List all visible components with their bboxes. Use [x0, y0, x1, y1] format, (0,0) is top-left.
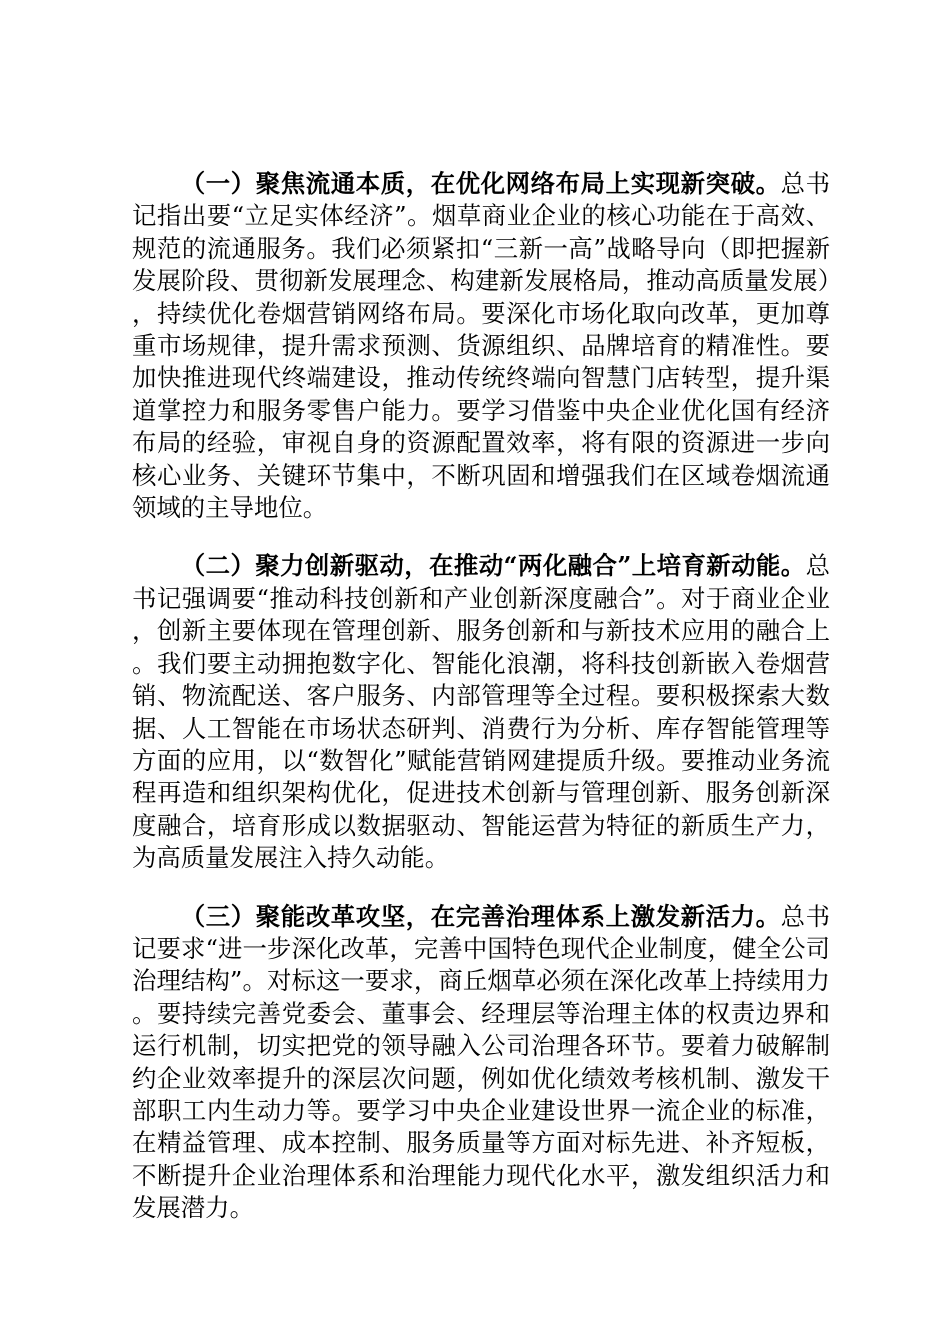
- paragraph-2: [132, 550, 830, 874]
- paragraph-3: [132, 901, 830, 1225]
- paragraph-1: [132, 168, 830, 524]
- paragraph-3-heading: （三）聚能改革攻坚，在完善治理体系上激发新活力。: [180, 901, 781, 931]
- document-page: [132, 168, 830, 1251]
- paragraph-1-body: 总书记指出要“立足实体经济”。烟草商业企业的核心功能在于高效、规范的流通服务。我们必须紧扣“三新一高”战略导向（即把握新发展阶段、贯彻新发展理念、构建新发展格局，推动高质量发展），持续优化卷烟营销网络布局。要深化市场化取向改革，更加尊重市场规律，提升需求预测、货源组织、品牌培育的精准性。要加快推进现代终端建设，推动传统终端向智慧门店转型，提升渠道掌控力和服务零售户能力。要学习借鉴中央企业优化国有经济布局的经验，审视自身的资源配置效率，将有限的资源进一步向核心业务、关键环节集中，不断巩固和增强我们在区域卷烟流通领域的主导地位。: [132, 169, 830, 523]
- paragraph-3-body: 总书记要求“进一步深化改革，完善中国特色现代企业制度，健全公司治理结构”。对标这一要求，商丘烟草必须在深化改革上持续用力。要持续完善党委会、董事会、经理层等治理主体的权责边界和运行机制，切实把党的领导融入公司治理各环节。要着力破解制约企业效率提升的深层次问题，例如优化绩效考核机制、激发干部职工内生动力等。要学习中央企业建设世界一流企业的标准，在精益管理、成本控制、服务质量等方面对标先进、补齐短板，不断提升企业治理体系和治理能力现代化水平，激发组织活力和发展潜力。: [132, 901, 830, 1223]
- paragraph-1-heading: （一）聚焦流通本质，在优化网络布局上实现新突破。: [180, 169, 781, 198]
- paragraph-2-heading: （二）聚力创新驱动，在推动“两化融合”上培育新动能。: [180, 551, 806, 581]
- paragraph-2-body: 总书记强调要“推动科技创新和产业创新深度融合”。对于商业企业，创新主要体现在管理创新、服务创新和与新技术应用的融合上。我们要主动拥抱数字化、智能化浪潮，将科技创新嵌入卷烟营销、物流配送、客户服务、内部管理等全过程。要积极探索大数据、人工智能在市场状态研判、消费行为分析、库存智能管理等方面的应用，以“数智化”赋能营销网建提质升级。要推动业务流程再造和组织架构优化，促进技术创新与管理创新、服务创新深度融合，培育形成以数据驱动、智能运营为特征的新质生产力，为高质量发展注入持久动能。: [132, 551, 830, 873]
